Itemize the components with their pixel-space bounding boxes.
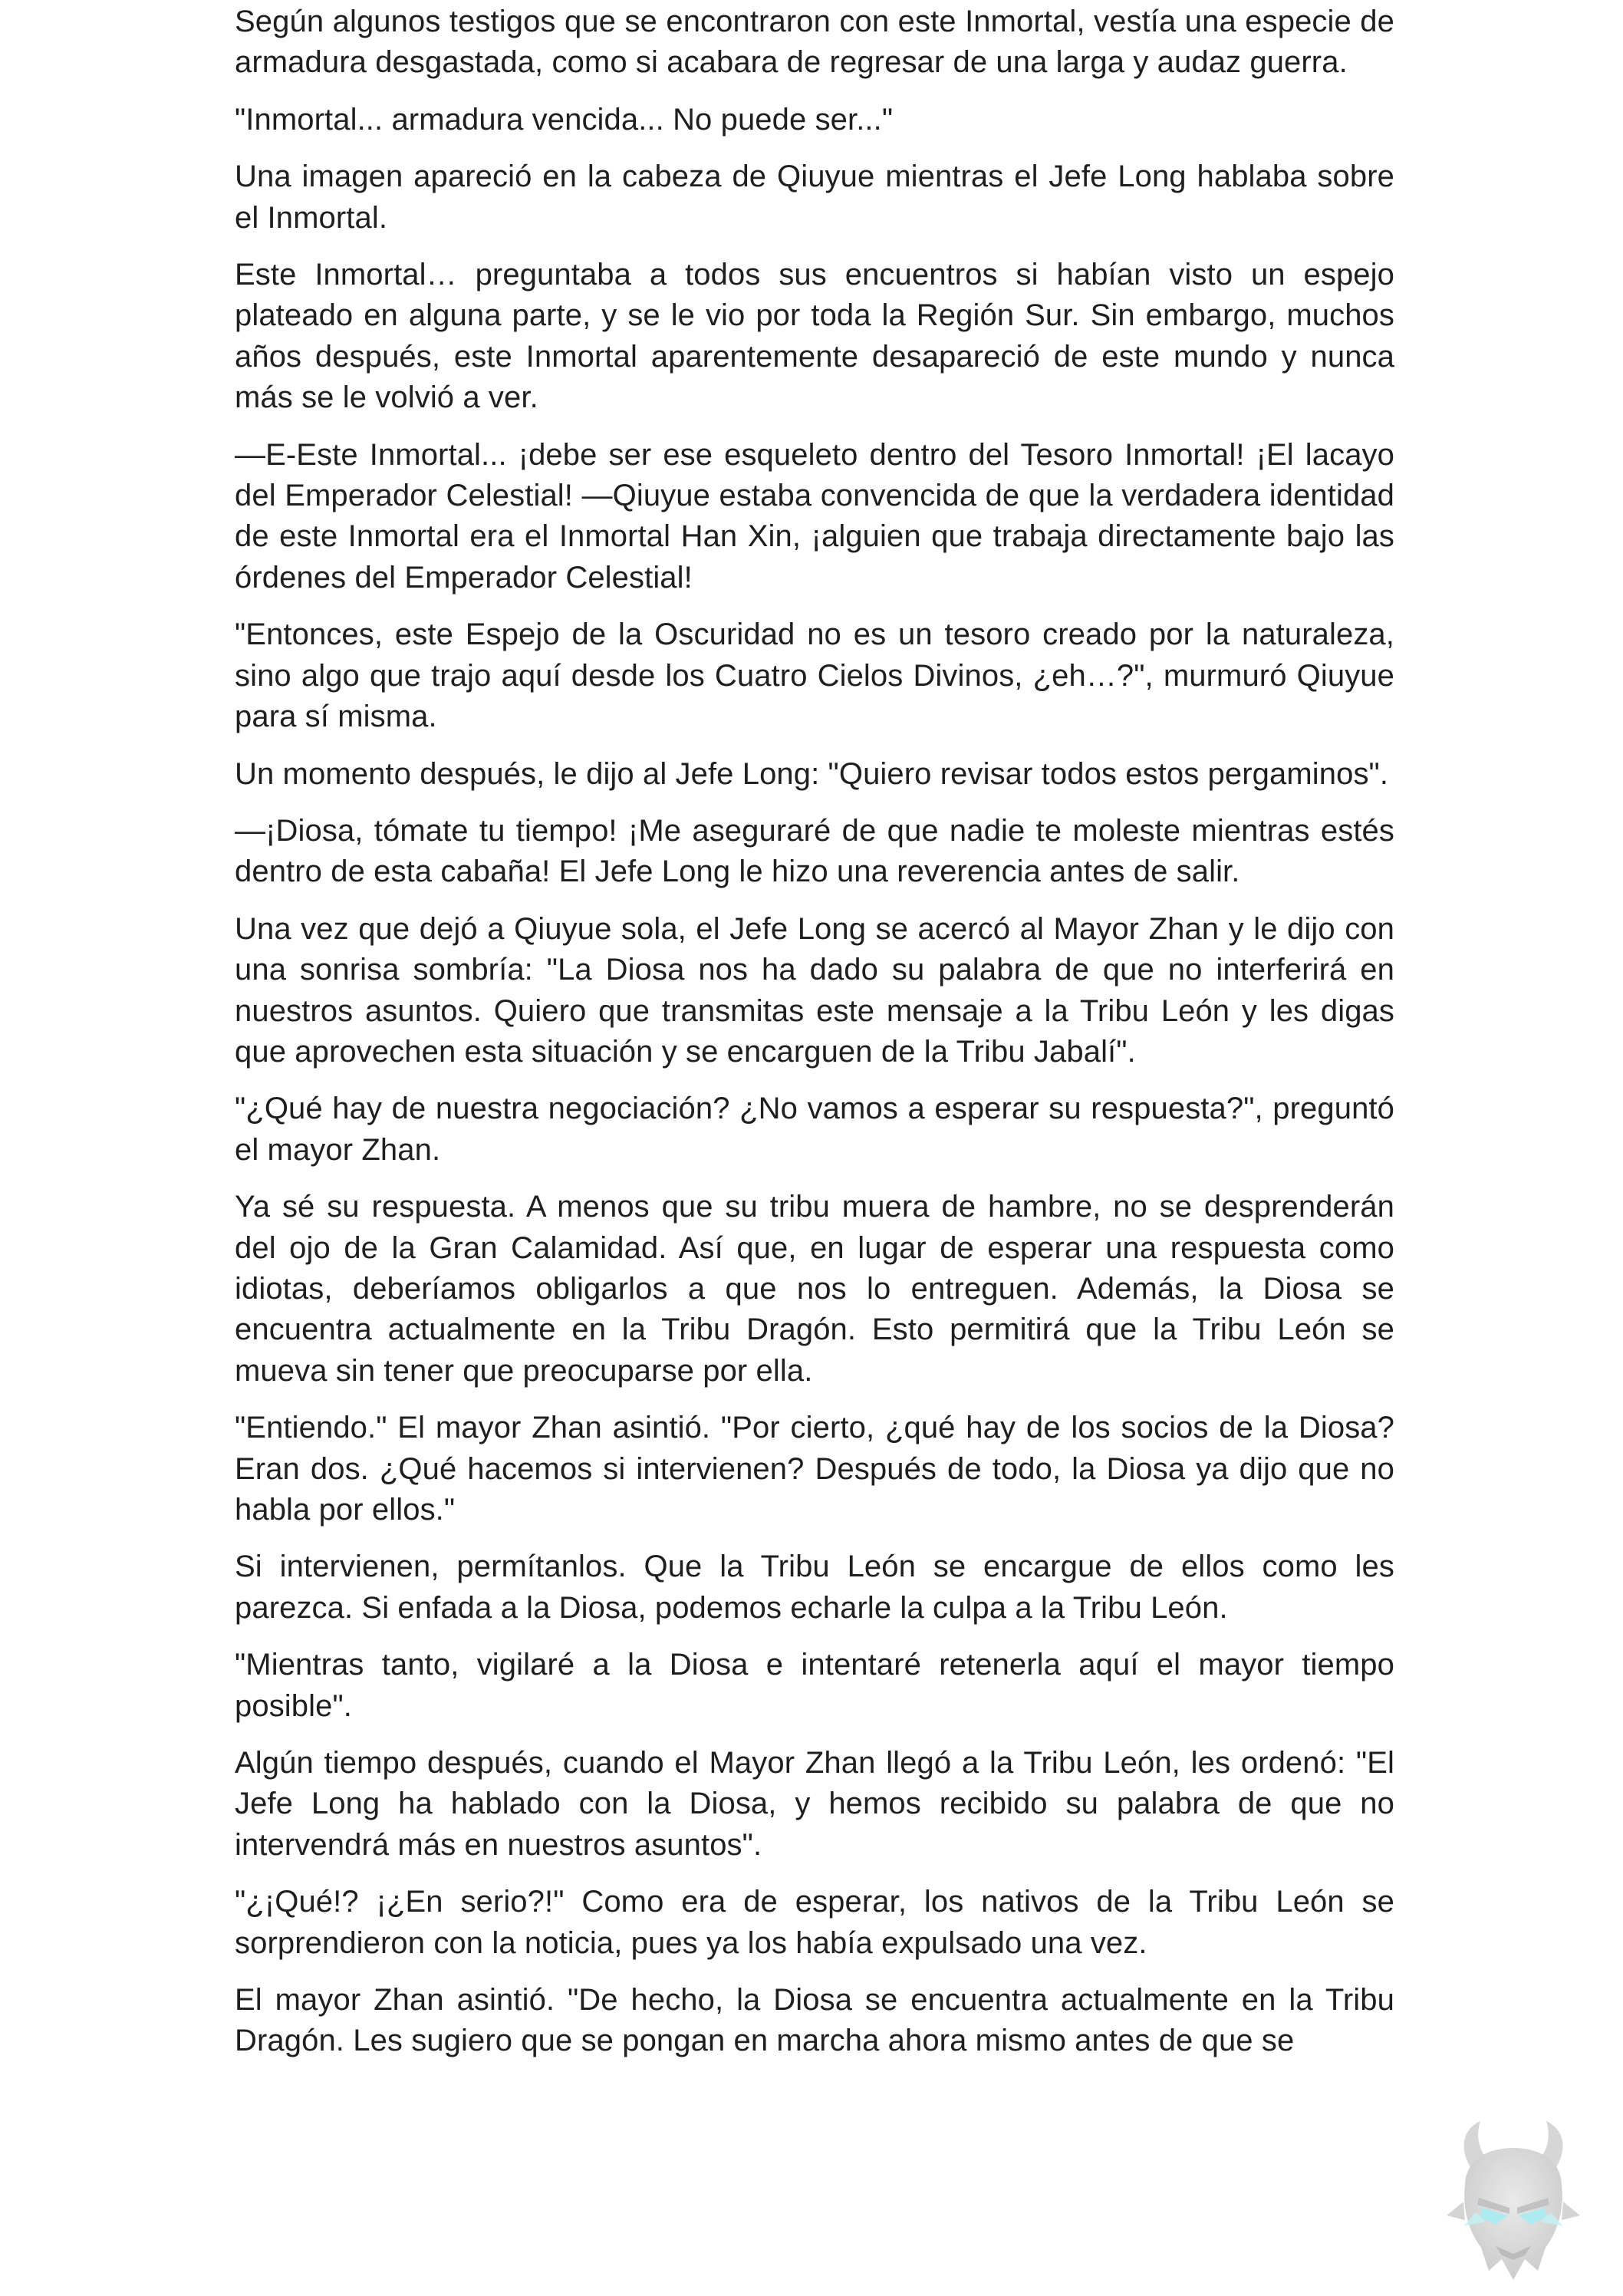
paragraph: Ya sé su respuesta. A menos que su tribu muera de hambre, no se desprenderán del ojo de la Gran Calamidad. Así que, en lugar de esperar una respuesta como idiotas, deberíamos obligarlos a que nos lo entreguen. Además, la Diosa se encuentra actualmente en la Tribu Dragón. Esto permitirá que la Tribu León se mueva sin tener que preocuparse por ella. bbox=[235, 1190, 1394, 1388]
paragraph: Si intervienen, permítanlos. Que la Tribu León se encargue de ellos como les parezca. Si enfada a la Diosa, podemos echarle la culpa a la Tribu León. bbox=[235, 1550, 1394, 1625]
paragraph: —E-Este Inmortal... ¡debe ser ese esqueleto dentro del Tesoro Inmortal! ¡El lacayo del Emperador Celestial! —Qiuyue estaba convencida de que la verdadera identidad de este Inmortal era el Inmortal Han Xin, ¡alguien que trabaja directamente bajo las órdenes del Emperador Celestial! bbox=[235, 437, 1394, 595]
paragraph: Algún tiempo después, cuando el Mayor Zhan llegó a la Tribu León, les ordenó: "El Jefe Long ha hablado con la Diosa, y hemos recibido su palabra de que no intervendrá más en nuestros asuntos". bbox=[235, 1746, 1394, 1862]
paragraph: Este Inmortal… preguntaba a todos sus encuentros si habían visto un espejo plateado en alguna parte, y se le vio por toda la Región Sur. Sin embargo, muchos años después, este Inmortal aparentemente desapareció de este mundo y nunca más se le volvió a ver. bbox=[235, 258, 1394, 415]
paragraph: "Entiendo." El mayor Zhan asintió. "Por cierto, ¿qué hay de los socios de la Diosa? Eran dos. ¿Qué hacemos si intervienen? Después de todo, la Diosa ya dijo que no habla por ellos." bbox=[235, 1411, 1394, 1527]
paragraph: Según algunos testigos que se encontraron con este Inmortal, vestía una especie de armadura desgastada, como si acabara de regresar de una larga y audaz guerra. bbox=[235, 5, 1394, 80]
document-body bbox=[235, 2, 1394, 2078]
paragraph: —¡Diosa, tómate tu tiempo! ¡Me aseguraré de que nadie te moleste mientras estés dentro de esta cabaña! El Jefe Long le hizo una reverencia antes de salir. bbox=[235, 813, 1394, 889]
paragraph: "¿¡Qué!? ¡¿En serio?!" Como era de esperar, los nativos de la Tribu León se sorprendieron con la noticia, pues ya los había expulsado una vez. bbox=[235, 1885, 1394, 1960]
paragraph: "Entonces, este Espejo de la Oscuridad no es un tesoro creado por la naturaleza, sino algo que trajo aquí desde los Cuatro Cielos Divinos, ¿eh…?", murmuró Qiuyue para sí misma. bbox=[235, 618, 1394, 734]
demon-head-icon bbox=[1442, 2117, 1585, 2286]
paragraph: Un momento después, le dijo al Jefe Long: "Quiero revisar todos estos pergaminos". bbox=[235, 756, 1389, 791]
paragraph: Una vez que dejó a Qiuyue sola, el Jefe Long se acercó al Mayor Zhan y le dijo con una sonrisa sombría: "La Diosa nos ha dado su palabra de que no interferirá en nuestros asuntos. Quiero que transmitas este mensaje a la Tribu León y les digas que aprovechen esta situación y se encarguen de la Tribu Jabalí". bbox=[235, 911, 1394, 1069]
paragraph: "Mientras tanto, vigilaré a la Diosa e intentaré retenerla aquí el mayor tiempo posible". bbox=[235, 1648, 1394, 1723]
paragraph: El mayor Zhan asintió. "De hecho, la Diosa se encuentra actualmente en la Tribu Dragón. Les sugiero que se pongan en marcha ahora mismo antes de que se bbox=[235, 1983, 1394, 2058]
paragraph: "Inmortal... armadura vencida... No puede ser..." bbox=[235, 102, 894, 137]
paragraph: "¿Qué hay de nuestra negociación? ¿No vamos a esperar su respuesta?", preguntó el mayor Zhan. bbox=[235, 1092, 1394, 1167]
paragraph: Una imagen apareció en la cabeza de Qiuyue mientras el Jefe Long hablaba sobre el Inmortal. bbox=[235, 160, 1394, 235]
